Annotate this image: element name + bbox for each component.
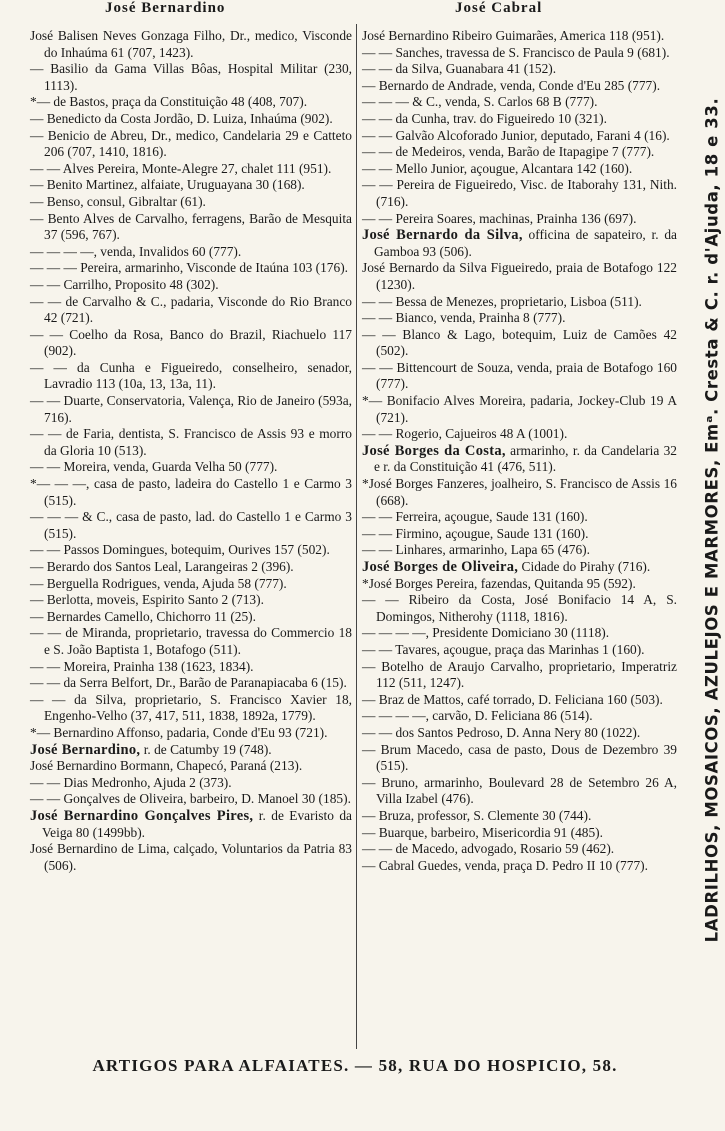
header-left: José Bernardino (105, 0, 226, 16)
directory-entry: José Borges da Costa, armarinho, r. da Candelaria 32 e r. da Constituição 41 (476, 511). (362, 442, 677, 475)
directory-entry: — Brum Macedo, casa de pasto, Dous de Dezembro 39 (515). (362, 741, 677, 774)
directory-entry: — — Passos Domingues, botequim, Ourives 157 (502). (30, 542, 330, 558)
directory-entry: — — Coelho da Rosa, Banco do Brazil, Riachuelo 117 (902). (30, 326, 352, 359)
directory-entry: — — Rogerio, Cajueiros 48 A (1001). (362, 426, 568, 442)
directory-entry: — — Firmino, açougue, Saude 131 (160). (362, 525, 589, 541)
directory-entry: José Bernardino Gonçalves Pires, r. de Evaristo da Veiga 80 (1499bb). (30, 807, 352, 840)
directory-entry: — Benicio de Abreu, Dr., medico, Candelaria 29 e Catteto 206 (707, 1410, 1816). (30, 127, 352, 160)
directory-entry: — — — Pereira, armarinho, Visconde de Itaúna 103 (176). (30, 260, 349, 276)
directory-entry: — Basilio da Gama Villas Bôas, Hospital Militar (230, 1113). (30, 61, 352, 93)
directory-entry: — Benedicto da Costa Jordão, D. Luiza, Inhaúma (902). (30, 110, 333, 126)
directory-entry: — — Alves Pereira, Monte-Alegre 27, chalet 111 (951). (30, 160, 332, 176)
directory-entry: — — Bittencourt de Souza, venda, praia de Botafogo 160 (777). (362, 359, 677, 392)
directory-entry: José Borges de Oliveira, Cidade do Pirahy (716). (362, 559, 651, 575)
directory-entry: — — de Carvalho & C., padaria, Visconde do Rio Branco 42 (721). (30, 293, 352, 326)
directory-entry: — Berardo dos Santos Leal, Larangeiras 2 (396). (30, 559, 294, 574)
directory-entry: — Bruno, armarinho, Boulevard 28 de Setembro 26 A, Villa Izabel (476). (362, 774, 677, 807)
directory-entry: José Bernardo da Silva Figueiredo, praia de Botafogo 122 (1230). (362, 260, 677, 292)
directory-entry: — — Bianco, venda, Prainha 8 (777). (362, 310, 566, 326)
directory-entry: — — Mello Junior, açougue, Alcantara 142 (160). (362, 160, 633, 176)
directory-entry: — Cabral Guedes, venda, praça D. Pedro II 10 (777). (362, 857, 648, 873)
directory-entry: — — Linhares, armarinho, Lapa 65 (476). (362, 542, 590, 558)
column-divider (356, 24, 357, 1049)
directory-entry: — — — & C., casa de pasto, lad. do Castello 1 e Carmo 3 (515). (30, 509, 352, 541)
directory-entry: — — Sanches, travessa de S. Francisco de Paula 9 (681). (362, 44, 670, 60)
directory-entry: — — Pereira Soares, machinas, Prainha 136 (697). (362, 210, 637, 226)
directory-entry: — — de Faria, dentista, S. Francisco de Assis 93 e morro da Gloria 10 (513). (30, 426, 352, 458)
directory-entry: — — — & C., venda, S. Carlos 68 B (777). (362, 94, 598, 110)
left-column (30, 28, 352, 874)
directory-entry: — Berguella Rodrigues, venda, Ajuda 58 (777). (30, 575, 287, 591)
directory-entry: — — Moreira, Prainha 138 (1623, 1834). (30, 658, 254, 674)
sidebar-advert-text: LADRILHOS, MOSAICOS, AZULEJOS E MARMORES, Emᵃ. Cresta & C. r. d'Ajuda, 18 e 33. (702, 97, 722, 943)
sidebar-advert (701, 30, 723, 1010)
right-column (362, 28, 677, 874)
directory-entry: — Botelho de Araujo Carvalho, proprietario, Imperatriz 112 (511, 1247). (362, 658, 677, 691)
directory-entry: *— — —, casa de pasto, ladeira do Castello 1 e Carmo 3 (515). (30, 476, 352, 508)
directory-entry: — — Ferreira, açougue, Saude 131 (160). (362, 509, 588, 525)
directory-entry: — — Blanco & Lago, botequim, Luiz de Camões 42 (502). (362, 326, 677, 359)
directory-entry: — Bernardo de Andrade, venda, Conde d'Eu 285 (777). (362, 77, 661, 93)
directory-entry: — — — —, Presidente Domiciano 30 (1118). (362, 625, 610, 641)
directory-entry: — Bernardes Camello, Chichorro 11 (25). (30, 608, 256, 624)
directory-entry: — — da Cunha e Figueiredo, conselheiro, senador, Lavradio 113 (10a, 13, 13a, 11). (30, 359, 352, 392)
directory-entry: — — — —, venda, Invalidos 60 (777). (30, 243, 242, 259)
directory-entry: José Bernardino Bormann, Chapecó, Paraná (213). (30, 758, 303, 774)
directory-entry: José Bernardino, r. de Catumby 19 (748). (30, 741, 272, 758)
directory-entry: *— Bernardino Affonso, padaria, Conde d'Eu 93 (721). (30, 724, 328, 740)
directory-entry: — — Dias Medronho, Ajuda 2 (373). (30, 774, 232, 790)
directory-entry: — — Gonçalves de Oliveira, barbeiro, D. Manoel 30 (185). (30, 791, 351, 807)
directory-entry: — Benito Martinez, alfaiate, Uruguayana 30 (168). (30, 177, 305, 193)
directory-entry: — Bento Alves de Carvalho, ferragens, Barão de Mesquita 37 (596, 767). (30, 210, 352, 243)
directory-entry: — Buarque, barbeiro, Misericordia 91 (485). (362, 824, 603, 840)
directory-entry: *José Borges Pereira, fazendas, Quitanda 95 (592). (362, 575, 636, 591)
directory-entry: — — — —, carvão, D. Feliciana 86 (514). (362, 708, 593, 724)
directory-entry: *José Borges Fanzeres, joalheiro, S. Francisco de Assis 16 (668). (362, 476, 677, 508)
directory-entry: — — Tavares, açougue, praça das Marinhas 1 (160). (362, 641, 645, 657)
directory-entry: — — Pereira de Figueiredo, Visc. de Itaborahy 131, Nith. (716). (362, 177, 677, 209)
directory-entry: — — Duarte, Conservatoria, Valença, Rio de Janeiro (593a, 716). (30, 393, 352, 425)
directory-entry: — — da Silva, Guanabara 41 (152). (362, 61, 557, 77)
directory-entry: José Bernardino Ribeiro Guimarães, America 118 (951). (362, 28, 665, 43)
directory-entry: — — Galvão Alcoforado Junior, deputado, Farani 4 (16). (362, 127, 670, 143)
directory-entry: — — de Miranda, proprietario, travessa do Commercio 18 e S. João Baptista 1, Botafogo (511). (30, 625, 352, 657)
directory-entry: — Bruza, professor, S. Clemente 30 (744). (362, 807, 592, 823)
directory-entry: — — de Macedo, advogado, Rosario 59 (462). (362, 841, 615, 857)
directory-entry: José Bernardo da Silva, officina de sapateiro, r. da Gamboa 93 (506). (362, 227, 677, 259)
directory-entry: — — Moreira, venda, Guarda Velha 50 (777). (30, 459, 278, 475)
directory-entry: — — Carrilho, Proposito 48 (302). (30, 276, 219, 292)
directory-entry: *— Bonifacio Alves Moreira, padaria, Jockey-Club 19 A (721). (362, 393, 677, 425)
directory-entry: José Balisen Neves Gonzaga Filho, Dr., medico, Visconde do Inhaúma 61 (707, 1423). (30, 28, 352, 60)
footer-advert: ARTIGOS PARA ALFAIATES. — 58, RUA DO HOSPICIO, 58. (92, 1056, 618, 1075)
page-header (0, 0, 725, 26)
directory-entry: *— de Bastos, praça da Constituição 48 (408, 707). (30, 94, 308, 110)
directory-entry: — — dos Santos Pedroso, D. Anna Nery 80 (1022). (362, 724, 641, 740)
directory-entry: — Braz de Mattos, café torrado, D. Feliciana 160 (503). (362, 691, 663, 707)
directory-entry: — — da Serra Belfort, Dr., Barão de Paranapiacaba 6 (15). (30, 675, 347, 691)
directory-entry: — — Ribeiro da Costa, José Bonifacio 14 A, S. Domingos, Nitherohy (1118, 1816). (362, 592, 677, 624)
directory-entry: — — de Medeiros, venda, Barão de Itapagipe 7 (777). (362, 144, 655, 160)
header-right: José Cabral (455, 0, 543, 16)
directory-entry: José Bernardino de Lima, calçado, Voluntarios da Patria 83 (506). (30, 841, 352, 873)
directory-entry: — — da Cunha, trav. do Figueiredo 10 (321). (362, 110, 607, 126)
directory-entry: — — Bessa de Menezes, proprietario, Lisboa (511). (362, 293, 642, 309)
directory-entry: — — da Silva, proprietario, S. Francisco Xavier 18, Engenho-Velho (37, 417, 511, 1838, 1892a, 1779). (30, 691, 352, 724)
directory-entry: — Benso, consul, Gibraltar (61). (30, 193, 206, 209)
directory-entry: — Berlotta, moveis, Espirito Santo 2 (713). (30, 592, 264, 608)
